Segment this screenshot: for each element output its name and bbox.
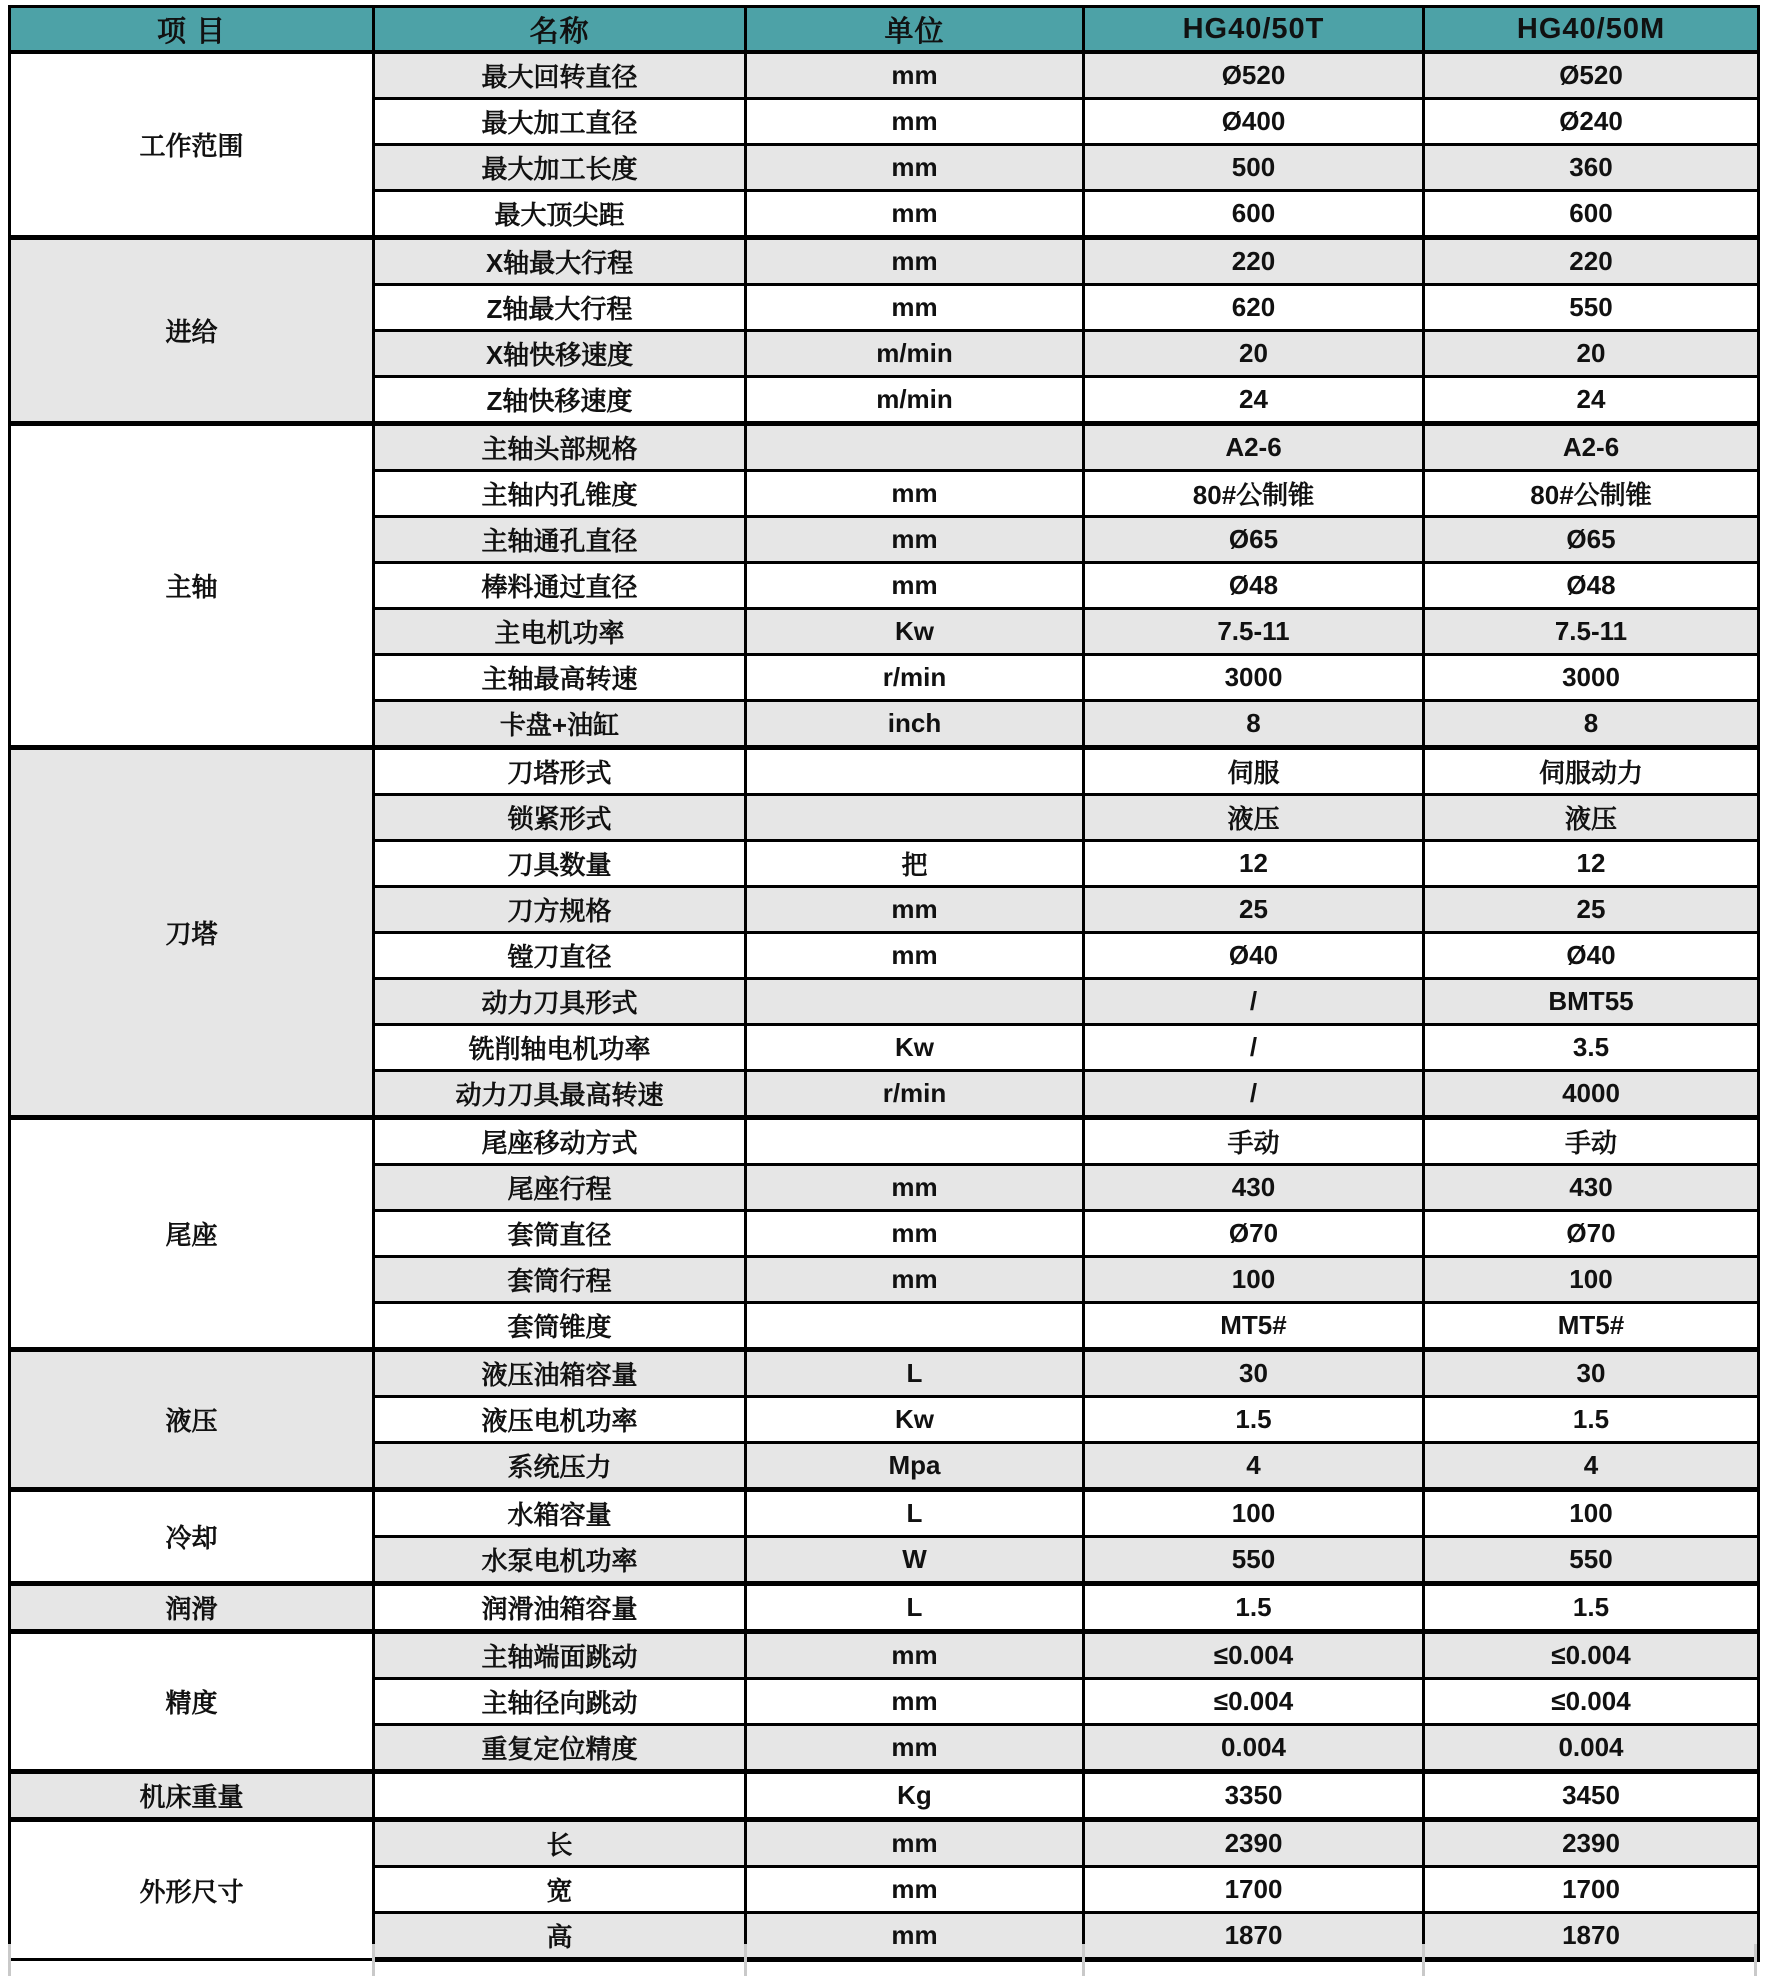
spec-name-cell: 润滑油箱容量 (374, 1584, 746, 1632)
ghost-gridline (372, 1944, 375, 1976)
spec-value-hg4050t-cell: 620 (1084, 285, 1424, 331)
spec-value-hg4050t-cell: / (1084, 1025, 1424, 1071)
spec-row (10, 1632, 1759, 1679)
spec-value-hg4050t-cell: 手动 (1084, 1118, 1424, 1165)
spec-value-hg4050t-cell: Ø48 (1084, 563, 1424, 609)
spec-value-hg4050m-cell: Ø240 (1424, 99, 1759, 145)
spec-row (10, 1118, 1759, 1165)
spec-name-cell: 水箱容量 (374, 1490, 746, 1537)
spec-value-hg4050m-cell: 550 (1424, 1537, 1759, 1584)
spec-row (10, 748, 1759, 795)
spec-value-hg4050t-cell: 1.5 (1084, 1584, 1424, 1632)
spec-unit-cell: mm (746, 145, 1084, 191)
col-header-hg4050t: HG40/50T (1084, 7, 1424, 53)
spec-value-hg4050t-cell: Ø70 (1084, 1211, 1424, 1257)
spec-name-cell (374, 1772, 746, 1820)
spec-value-hg4050m-cell: 360 (1424, 145, 1759, 191)
spec-name-cell: 主电机功率 (374, 609, 746, 655)
spec-name-cell: 套筒锥度 (374, 1303, 746, 1350)
spec-unit-cell: mm (746, 471, 1084, 517)
spec-name-cell: 最大加工长度 (374, 145, 746, 191)
spec-value-hg4050m-cell: 100 (1424, 1490, 1759, 1537)
spec-name-cell: 最大回转直径 (374, 52, 746, 99)
spec-name-cell: 套筒行程 (374, 1257, 746, 1303)
spec-name-cell: 刀方规格 (374, 887, 746, 933)
spec-value-hg4050m-cell: 1700 (1424, 1867, 1759, 1913)
spec-name-cell: 系统压力 (374, 1443, 746, 1490)
spec-value-hg4050t-cell: Ø520 (1084, 52, 1424, 99)
spec-value-hg4050m-cell: Ø70 (1424, 1211, 1759, 1257)
spec-value-hg4050t-cell: 500 (1084, 145, 1424, 191)
spec-unit-cell: mm (746, 887, 1084, 933)
spec-unit-cell: mm (746, 563, 1084, 609)
spec-unit-cell (746, 424, 1084, 471)
spec-value-hg4050m-cell: 80#公制锥 (1424, 471, 1759, 517)
spec-name-cell: X轴最大行程 (374, 238, 746, 285)
spec-group-cell: 冷却 (10, 1490, 374, 1584)
spec-table-header (10, 7, 1759, 53)
spec-value-hg4050m-cell: 20 (1424, 331, 1759, 377)
spec-value-hg4050t-cell: 100 (1084, 1490, 1424, 1537)
spec-row (10, 1820, 1759, 1867)
spec-value-hg4050t-cell: 8 (1084, 701, 1424, 748)
spec-value-hg4050m-cell: MT5# (1424, 1303, 1759, 1350)
spec-name-cell: 重复定位精度 (374, 1725, 746, 1772)
spec-group-cell: 尾座 (10, 1118, 374, 1350)
spec-name-cell: 液压油箱容量 (374, 1350, 746, 1397)
spec-unit-cell: 把 (746, 841, 1084, 887)
spec-name-cell: 水泵电机功率 (374, 1537, 746, 1584)
col-header-hg4050m: HG40/50M (1424, 7, 1759, 53)
spec-name-cell: 液压电机功率 (374, 1397, 746, 1443)
spec-value-hg4050m-cell: 7.5-11 (1424, 609, 1759, 655)
spec-value-hg4050t-cell: 3350 (1084, 1772, 1424, 1820)
spec-group-cell: 精度 (10, 1632, 374, 1772)
spec-value-hg4050t-cell: A2-6 (1084, 424, 1424, 471)
spec-value-hg4050t-cell: 7.5-11 (1084, 609, 1424, 655)
spec-row (10, 1584, 1759, 1632)
spec-value-hg4050t-cell: 25 (1084, 887, 1424, 933)
header-row (10, 7, 1759, 53)
spec-value-hg4050m-cell: ≤0.004 (1424, 1679, 1759, 1725)
spec-unit-cell: mm (746, 1632, 1084, 1679)
spec-group-cell: 刀塔 (10, 748, 374, 1118)
spec-value-hg4050t-cell: 0.004 (1084, 1725, 1424, 1772)
spec-value-hg4050m-cell: Ø40 (1424, 933, 1759, 979)
spec-unit-cell: mm (746, 1211, 1084, 1257)
ghost-gridline (1422, 1944, 1425, 1976)
spec-value-hg4050m-cell: 2390 (1424, 1820, 1759, 1867)
spec-value-hg4050m-cell: Ø48 (1424, 563, 1759, 609)
spec-value-hg4050m-cell: 550 (1424, 285, 1759, 331)
spec-value-hg4050t-cell: 100 (1084, 1257, 1424, 1303)
spec-value-hg4050t-cell: 220 (1084, 238, 1424, 285)
spec-value-hg4050m-cell: 3.5 (1424, 1025, 1759, 1071)
spec-name-cell: 镗刀直径 (374, 933, 746, 979)
spec-value-hg4050t-cell: / (1084, 979, 1424, 1025)
spec-unit-cell: mm (746, 191, 1084, 238)
spec-group-cell: 工作范围 (10, 52, 374, 238)
spec-value-hg4050m-cell: 8 (1424, 701, 1759, 748)
spec-value-hg4050t-cell: 3000 (1084, 655, 1424, 701)
spec-name-cell: 主轴径向跳动 (374, 1679, 746, 1725)
spec-name-cell: 主轴通孔直径 (374, 517, 746, 563)
spec-value-hg4050t-cell: 1870 (1084, 1913, 1424, 1960)
spec-value-hg4050t-cell: / (1084, 1071, 1424, 1118)
spec-value-hg4050t-cell: 80#公制锥 (1084, 471, 1424, 517)
spec-value-hg4050t-cell: 20 (1084, 331, 1424, 377)
spec-table-body (10, 52, 1759, 1960)
spec-unit-cell: L (746, 1584, 1084, 1632)
spec-name-cell: 宽 (374, 1867, 746, 1913)
col-header-item: 项 目 (10, 7, 374, 53)
spec-value-hg4050t-cell: 伺服 (1084, 748, 1424, 795)
spec-group-cell: 机床重量 (10, 1772, 374, 1820)
spec-name-cell: 高 (374, 1913, 746, 1960)
spec-name-cell: 主轴端面跳动 (374, 1632, 746, 1679)
spec-unit-cell: mm (746, 1820, 1084, 1867)
spec-value-hg4050m-cell: Ø65 (1424, 517, 1759, 563)
spec-unit-cell: mm (746, 1725, 1084, 1772)
spec-unit-cell: mm (746, 1679, 1084, 1725)
spec-value-hg4050m-cell: A2-6 (1424, 424, 1759, 471)
spec-unit-cell: L (746, 1350, 1084, 1397)
spec-value-hg4050t-cell: 24 (1084, 377, 1424, 424)
spec-row (10, 424, 1759, 471)
spec-unit-cell: Mpa (746, 1443, 1084, 1490)
spec-value-hg4050m-cell: 1.5 (1424, 1584, 1759, 1632)
spec-value-hg4050t-cell: 30 (1084, 1350, 1424, 1397)
spec-unit-cell: m/min (746, 331, 1084, 377)
spec-unit-cell: mm (746, 1257, 1084, 1303)
spec-value-hg4050t-cell: ≤0.004 (1084, 1679, 1424, 1725)
spec-unit-cell: mm (746, 99, 1084, 145)
col-header-unit: 单位 (746, 7, 1084, 53)
spec-unit-cell: L (746, 1490, 1084, 1537)
spec-name-cell: 动力刀具最高转速 (374, 1071, 746, 1118)
spec-group-cell: 液压 (10, 1350, 374, 1490)
spec-row (10, 1350, 1759, 1397)
spec-value-hg4050m-cell: 0.004 (1424, 1725, 1759, 1772)
spec-name-cell: 主轴最高转速 (374, 655, 746, 701)
spec-value-hg4050t-cell: ≤0.004 (1084, 1632, 1424, 1679)
spec-value-hg4050t-cell: MT5# (1084, 1303, 1424, 1350)
spec-name-cell: 棒料通过直径 (374, 563, 746, 609)
spec-name-cell: 动力刀具形式 (374, 979, 746, 1025)
spec-name-cell: 刀塔形式 (374, 748, 746, 795)
spec-group-cell: 润滑 (10, 1584, 374, 1632)
spec-value-hg4050m-cell: BMT55 (1424, 979, 1759, 1025)
spec-value-hg4050m-cell: 3450 (1424, 1772, 1759, 1820)
spec-unit-cell: Kw (746, 1025, 1084, 1071)
spec-value-hg4050m-cell: 430 (1424, 1165, 1759, 1211)
spec-value-hg4050t-cell: 4 (1084, 1443, 1424, 1490)
spec-value-hg4050m-cell: 手动 (1424, 1118, 1759, 1165)
spec-unit-cell (746, 1118, 1084, 1165)
spec-row (10, 238, 1759, 285)
spec-value-hg4050m-cell: 30 (1424, 1350, 1759, 1397)
spec-value-hg4050m-cell: Ø520 (1424, 52, 1759, 99)
spec-value-hg4050t-cell: Ø65 (1084, 517, 1424, 563)
spec-value-hg4050t-cell: 12 (1084, 841, 1424, 887)
spec-group-cell: 主轴 (10, 424, 374, 748)
spec-name-cell: 卡盘+油缸 (374, 701, 746, 748)
spec-unit-cell: mm (746, 1867, 1084, 1913)
spec-value-hg4050m-cell: 600 (1424, 191, 1759, 238)
spec-unit-cell: Kw (746, 609, 1084, 655)
spec-name-cell: 套筒直径 (374, 1211, 746, 1257)
spec-unit-cell: mm (746, 238, 1084, 285)
ghost-gridline (8, 1944, 11, 1976)
spec-unit-cell: r/min (746, 655, 1084, 701)
spec-value-hg4050m-cell: ≤0.004 (1424, 1632, 1759, 1679)
spec-value-hg4050t-cell: Ø40 (1084, 933, 1424, 979)
spec-unit-cell (746, 795, 1084, 841)
spec-value-hg4050t-cell: 600 (1084, 191, 1424, 238)
spec-value-hg4050m-cell: 24 (1424, 377, 1759, 424)
spec-value-hg4050t-cell: 1.5 (1084, 1397, 1424, 1443)
spec-unit-cell: inch (746, 701, 1084, 748)
spec-value-hg4050m-cell: 100 (1424, 1257, 1759, 1303)
spec-unit-cell: mm (746, 1165, 1084, 1211)
spec-unit-cell (746, 979, 1084, 1025)
spec-name-cell: 尾座移动方式 (374, 1118, 746, 1165)
spec-name-cell: 最大加工直径 (374, 99, 746, 145)
spec-name-cell: 铣削轴电机功率 (374, 1025, 746, 1071)
spec-unit-cell: Kw (746, 1397, 1084, 1443)
spec-name-cell: 长 (374, 1820, 746, 1867)
spec-value-hg4050m-cell: 3000 (1424, 655, 1759, 701)
col-header-name: 名称 (374, 7, 746, 53)
spec-unit-cell: W (746, 1537, 1084, 1584)
spec-name-cell: 主轴头部规格 (374, 424, 746, 471)
spec-name-cell: 锁紧形式 (374, 795, 746, 841)
spec-name-cell: X轴快移速度 (374, 331, 746, 377)
spec-value-hg4050t-cell: Ø400 (1084, 99, 1424, 145)
spec-unit-cell (746, 748, 1084, 795)
spec-value-hg4050t-cell: 550 (1084, 1537, 1424, 1584)
spec-row (10, 1772, 1759, 1820)
spec-group-cell: 进给 (10, 238, 374, 424)
spec-unit-cell: r/min (746, 1071, 1084, 1118)
spec-value-hg4050t-cell: 1700 (1084, 1867, 1424, 1913)
spec-value-hg4050m-cell: 25 (1424, 887, 1759, 933)
spec-name-cell: Z轴最大行程 (374, 285, 746, 331)
spec-value-hg4050t-cell: 2390 (1084, 1820, 1424, 1867)
spec-unit-cell: m/min (746, 377, 1084, 424)
spec-name-cell: Z轴快移速度 (374, 377, 746, 424)
spec-value-hg4050t-cell: 430 (1084, 1165, 1424, 1211)
spec-value-hg4050m-cell: 1870 (1424, 1913, 1759, 1960)
spec-unit-cell: Kg (746, 1772, 1084, 1820)
spec-row (10, 1490, 1759, 1537)
spec-unit-cell (746, 1303, 1084, 1350)
spec-value-hg4050m-cell: 伺服动力 (1424, 748, 1759, 795)
spec-group-cell: 外形尺寸 (10, 1820, 374, 1960)
spec-name-cell: 主轴内孔锥度 (374, 471, 746, 517)
spec-value-hg4050m-cell: 1.5 (1424, 1397, 1759, 1443)
spec-value-hg4050m-cell: 液压 (1424, 795, 1759, 841)
machine-spec-table (8, 5, 1760, 1962)
spec-name-cell: 最大顶尖距 (374, 191, 746, 238)
spec-value-hg4050t-cell: 液压 (1084, 795, 1424, 841)
spec-unit-cell: mm (746, 1913, 1084, 1960)
spec-value-hg4050m-cell: 12 (1424, 841, 1759, 887)
spec-name-cell: 刀具数量 (374, 841, 746, 887)
spec-unit-cell: mm (746, 933, 1084, 979)
spec-unit-cell: mm (746, 285, 1084, 331)
spec-value-hg4050m-cell: 4 (1424, 1443, 1759, 1490)
spec-row (10, 52, 1759, 99)
ghost-gridline (744, 1944, 747, 1976)
ghost-gridline (1754, 1944, 1757, 1976)
ghost-gridline (1082, 1944, 1085, 1976)
spec-unit-cell: mm (746, 52, 1084, 99)
spec-value-hg4050m-cell: 4000 (1424, 1071, 1759, 1118)
spec-unit-cell: mm (746, 517, 1084, 563)
spec-value-hg4050m-cell: 220 (1424, 238, 1759, 285)
spec-name-cell: 尾座行程 (374, 1165, 746, 1211)
